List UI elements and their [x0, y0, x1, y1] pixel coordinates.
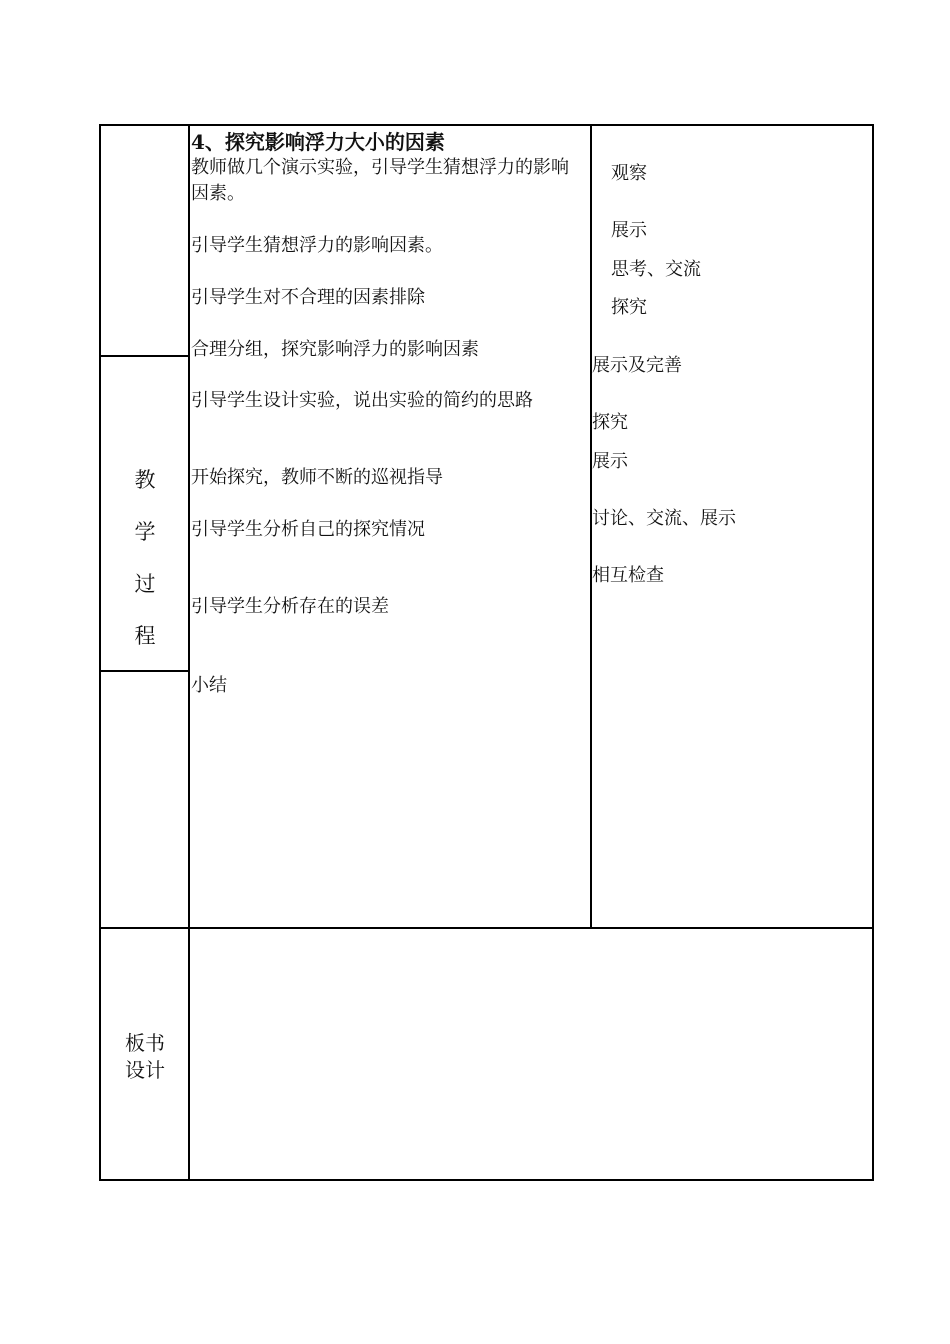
process-label-char-2: 学	[134, 520, 156, 544]
student-activity-4: 探究	[611, 297, 647, 318]
board-design-label-line-2: 设计	[125, 1058, 165, 1082]
student-activity-1: 观察	[611, 163, 647, 184]
table-right-border	[872, 124, 874, 1181]
board-design-content	[190, 929, 872, 1179]
teacher-step-5: 开始探究，教师不断的巡视指导	[191, 467, 443, 488]
student-activity-9: 相互检查	[592, 565, 664, 586]
process-label-char-4: 程	[134, 624, 156, 648]
board-design-label-line-1: 板书	[125, 1031, 165, 1055]
student-activity-6: 探究	[592, 412, 628, 433]
table-top-border	[99, 124, 874, 126]
teacher-step-1: 引导学生猜想浮力的影响因素。	[191, 235, 443, 256]
process-label-char-1: 教	[134, 468, 156, 492]
left-cell-divider-2	[99, 670, 190, 672]
process-label-char-3: 过	[134, 572, 156, 596]
teacher-step-2: 引导学生对不合理的因素排除	[191, 287, 425, 308]
teacher-step-3: 合理分组，探究影响浮力的影响因素	[191, 339, 479, 360]
table-left-border	[99, 124, 101, 1181]
section-title: 4、探究影响浮力大小的因素	[191, 130, 445, 154]
teacher-step-7: 引导学生分析存在的误差	[191, 596, 389, 617]
student-activity-8: 讨论、交流、展示	[592, 508, 736, 529]
left-cell-divider-1	[99, 355, 190, 357]
student-activity-5: 展示及完善	[592, 355, 682, 376]
student-activity-7: 展示	[592, 451, 628, 472]
student-activity-3: 思考、交流	[611, 259, 701, 280]
intro-line-2: 因素。	[191, 183, 245, 204]
intro-line-1: 教师做几个演示实验，引导学生猜想浮力的影响	[191, 157, 569, 178]
student-activity-2: 展示	[611, 220, 647, 241]
teacher-step-4: 引导学生设计实验，说出实验的简约的思路	[191, 390, 533, 411]
teacher-step-6: 引导学生分析自己的探究情况	[191, 519, 425, 540]
teacher-step-8: 小结	[191, 675, 227, 696]
table-bottom-border	[99, 1179, 874, 1181]
